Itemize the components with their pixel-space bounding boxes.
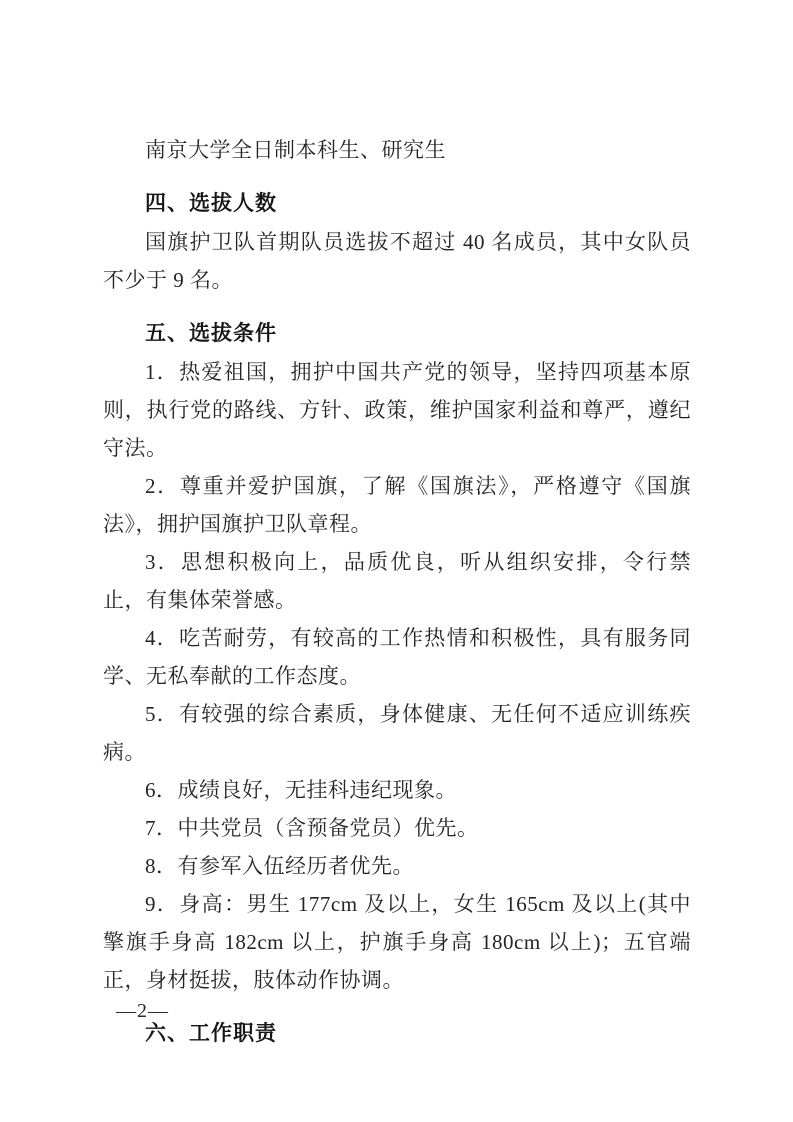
criteria-item-9: 9．身高：男生 177cm 及以上，女生 165cm 及以上(其中擎旗手身高 182cm 以上，护旗手身高 180cm 以上)；五官端正，身材挺拔，肢体动作协调。	[103, 892, 691, 992]
criteria-item-8: 8．有参军入伍经历者优先。	[145, 854, 414, 878]
criteria-item-7: 7．中共党员（含预备党员）优先。	[145, 816, 479, 840]
section-heading-selection-count: 四、选拔人数	[145, 192, 277, 215]
criteria-item-2: 2．尊重并爱护国旗，了解《国旗法》，严格遵守《国旗法》，拥护国旗护卫队章程。	[103, 474, 691, 536]
criteria-item-6: 6．成绩良好，无挂科违纪现象。	[145, 778, 457, 802]
criteria-item-4: 4．吃苦耐劳，有较高的工作热情和积极性，具有服务同学、无私奉献的工作态度。	[103, 626, 691, 688]
criteria-item-1: 1．热爱祖国，拥护中国共产党的领导，坚持四项基本原则，执行党的路线、方针、政策，维护国家利益和尊严，遵纪守法。	[103, 360, 691, 460]
criteria-item-3: 3．思想积极向上，品质优良，听从组织安排，令行禁止，有集体荣誉感。	[103, 550, 691, 612]
section-heading-duties: 六、工作职责	[145, 1022, 277, 1045]
section-heading-selection-criteria: 五、选拔条件	[145, 322, 277, 345]
document-body	[103, 131, 691, 1053]
intro-line: 南京大学全日制本科生、研究生	[145, 138, 446, 162]
page-number: —2—	[116, 1000, 169, 1022]
paragraph-selection-count: 国旗护卫队首期队员选拔不超过 40 名成员，其中女队员不少于 9 名。	[103, 230, 691, 292]
criteria-item-5: 5．有较强的综合素质，身体健康、无任何不适应训练疾病。	[103, 702, 691, 764]
